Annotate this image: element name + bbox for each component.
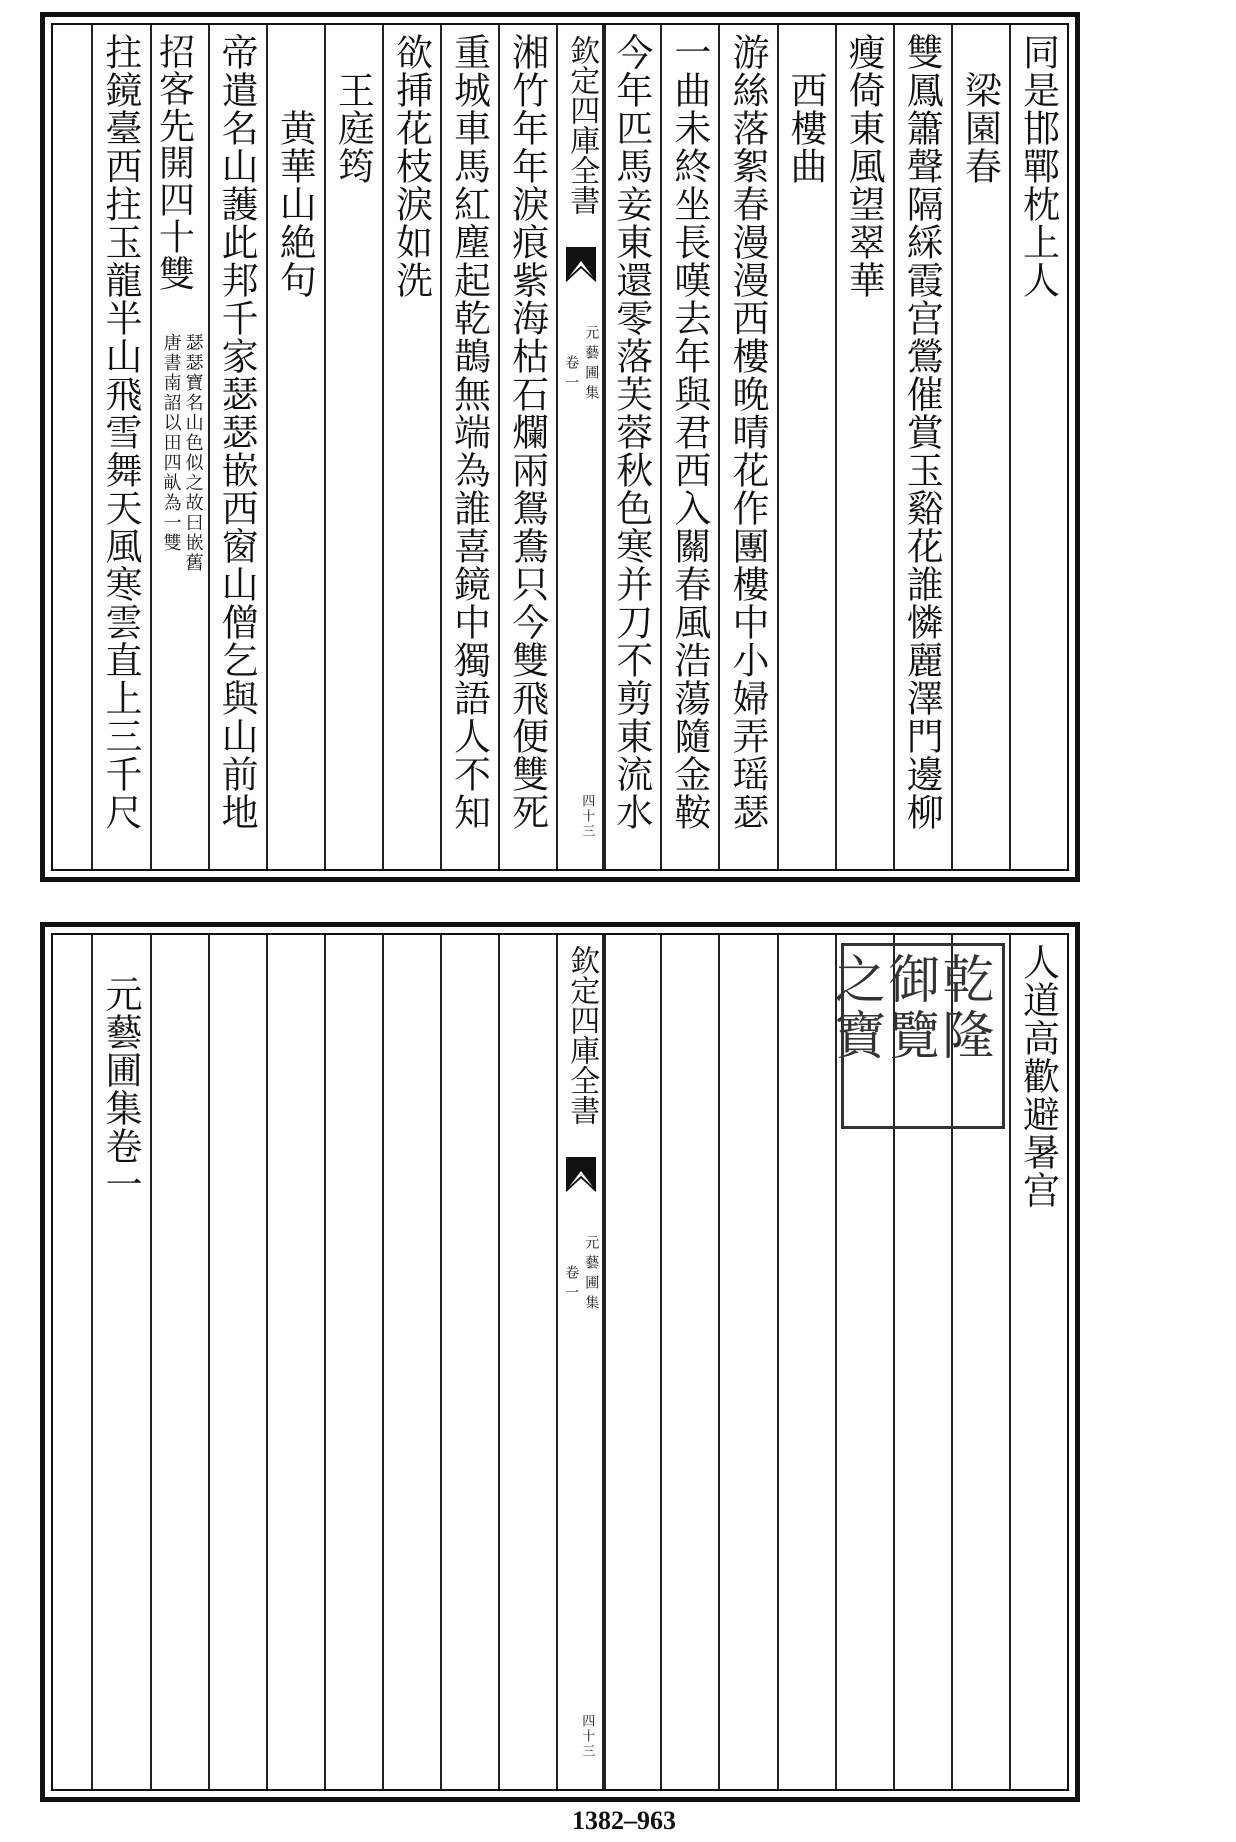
center-fold <box>556 935 606 1789</box>
text-column: 一曲未終坐長嘆去年與君西入關春風浩蕩隨金鞍 <box>667 33 711 831</box>
column-rule <box>208 935 266 1789</box>
text-column: 梁園春 <box>958 71 1002 185</box>
fish-tail-ornament <box>566 247 596 281</box>
seal-glyphs: 之寶 <box>824 952 885 1064</box>
column-rule <box>324 935 382 1789</box>
column-rule <box>266 935 324 1789</box>
center-book-title: 欽定四庫全書 <box>564 945 600 1125</box>
center-book-title: 欽定四庫全書 <box>564 35 600 215</box>
text-column: 西樓曲 <box>784 71 828 185</box>
center-collection-name: 元藝圃集 <box>583 1235 600 1315</box>
text-column: 欲挿花枝淚如洗 <box>389 33 433 299</box>
bottom-page <box>40 922 1080 1802</box>
column-rule <box>382 935 440 1789</box>
text-column: 游絲落絮春漫漫西樓晚晴花作團樓中小婦弄瑶瑟 <box>725 33 769 831</box>
fish-tail-ornament <box>566 1157 596 1191</box>
annotation-line: 瑟瑟寶名山色似之故曰嵌舊 <box>182 333 204 573</box>
text-column: 湘竹年年淚痕紫海枯石爛兩鴛鴦只今雙飛便雙死 <box>505 33 549 831</box>
top-page-frame <box>51 23 1069 871</box>
imperial-seal <box>824 943 1005 1129</box>
page-number: 1382–963 <box>572 1806 676 1835</box>
text-column: 人道高歡避暑宫 <box>1016 943 1060 1209</box>
center-volume: 卷一 <box>563 1265 580 1305</box>
seal-glyphs: 御覽 <box>878 952 939 1064</box>
center-fold <box>556 25 606 869</box>
column-rule <box>150 935 208 1789</box>
text-column: 招客先開四十雙 <box>153 33 195 292</box>
column-rule <box>440 935 498 1789</box>
colophon-volume-end: 元藝圃集卷一 <box>98 975 142 1203</box>
text-column: 雙鳳簫聲隔綵霞宫鶯催賞玉谿花誰憐麗澤門邊柳 <box>900 33 944 831</box>
text-column: 王庭筠 <box>331 71 375 185</box>
seal-glyphs: 乾隆 <box>932 952 993 1064</box>
text-column: 拄鏡臺西拄玉龍半山飛雪舞天風寒雲直上三千尺 <box>98 33 142 831</box>
text-column: 重城車馬紅塵起乾鵲無端為誰喜鏡中獨語人不知 <box>447 33 491 831</box>
top-page <box>40 12 1080 882</box>
annotation-line: 唐書南詔以田四畒為一雙 <box>160 333 182 553</box>
center-collection-name: 元藝圃集 <box>583 325 600 405</box>
text-column: 帝遣名山䕶此邦千家瑟瑟嵌西窗山僧乞與山前地 <box>215 33 259 831</box>
text-column: 黄華山絶句 <box>273 109 317 299</box>
text-column: 瘦倚東風望翠華 <box>842 33 886 299</box>
column-rule <box>602 935 660 1789</box>
text-column: 今年匹馬妾東還零落芙蓉秋色寒并刀不剪東流水 <box>609 33 653 831</box>
center-volume: 卷一 <box>563 355 580 395</box>
column-rule <box>660 935 718 1789</box>
text-column: 同是邯鄲枕上人 <box>1016 33 1060 299</box>
column-rule <box>498 935 556 1789</box>
bottom-page-frame <box>51 933 1069 1791</box>
center-folio: 四十三 <box>579 1714 595 1759</box>
center-folio: 四十三 <box>579 794 595 839</box>
column-rule <box>718 935 776 1789</box>
